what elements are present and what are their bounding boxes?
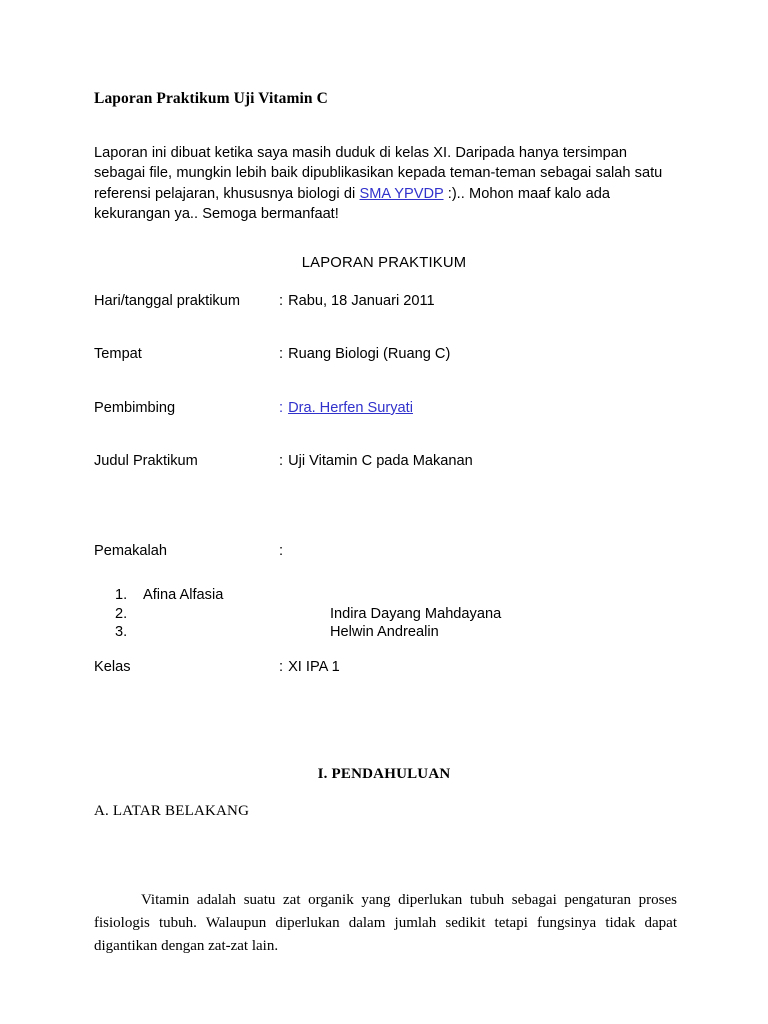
field-label-kelas: Kelas [94, 659, 131, 675]
field-text-judul-praktikum: Uji Vitamin C pada Makanan [288, 453, 473, 469]
field-colon: : [279, 293, 284, 309]
field-colon: : [279, 659, 284, 675]
pembimbing-link[interactable]: Dra. Herfen Suryati [288, 400, 413, 416]
field-row-pemakalah [94, 542, 694, 561]
list-item-label: Helwin Andrealin [330, 624, 439, 641]
list-item-label: Afina Alfasia [143, 587, 224, 603]
field-row-pembimbing [94, 399, 694, 418]
list-item-number: 3. [115, 624, 128, 641]
field-text-tempat: Ruang Biologi (Ruang C) [288, 346, 451, 362]
sma-ypvdp-link[interactable]: SMA YPVDP [359, 185, 444, 202]
page-title: Laporan Praktikum Uji Vitamin C [94, 90, 328, 107]
subsection-heading: A. LATAR BELAKANG [94, 803, 250, 819]
field-colon: : [279, 400, 284, 416]
chapter-heading: I. PENDAHULUAN [317, 766, 451, 782]
list-item [115, 605, 675, 624]
list-item [115, 623, 675, 642]
list-item-number: 1. [115, 587, 128, 603]
field-text-kelas: XI IPA 1 [288, 659, 340, 675]
field-label-pemakalah: Pemakalah [94, 543, 168, 559]
intro-paragraph [94, 143, 678, 225]
field-label-hari-tanggal: Hari/tanggal praktikum [94, 293, 241, 309]
field-colon: : [279, 453, 284, 469]
field-value-hari-tanggal [279, 292, 435, 311]
field-text-hari-tanggal: Rabu, 18 Januari 2011 [288, 293, 435, 309]
field-label-pembimbing: Pembimbing [94, 400, 176, 416]
field-colon: : [279, 543, 284, 559]
field-value-pemakalah [279, 542, 288, 561]
intro-text-before-link: Laporan ini dibuat ketika saya masih duduk di kelas XI. Daripada hanya tersimpan sebagai file, mungkin lebih baik dipublikasikan kepada teman-teman sebagai salah satu referensi pelajaran, khususnya biologi di [94, 144, 663, 202]
field-value-tempat [279, 345, 450, 364]
field-value-judul-praktikum [279, 452, 473, 471]
intro-text-after-link: :).. Mohon maaf kalo ada kekurangan ya.. Semoga bermanfaat! [94, 185, 610, 223]
field-value-pembimbing [279, 399, 413, 418]
field-colon: : [279, 346, 284, 362]
field-row-judul-praktikum [94, 452, 694, 471]
list-item [115, 586, 675, 605]
field-label-tempat: Tempat [94, 346, 142, 362]
background-paragraph: Vitamin adalah suatu zat organik yang diperlukan tubuh sebagai pengaturan proses fisiologis tubuh. Walaupun diperlukan dalam jumlah sedikit tetapi fungsinya tidak dapat digantikan dengan zat-zat lain. [94, 892, 677, 954]
field-label-judul-praktikum: Judul Praktikum [94, 453, 198, 469]
list-item-label: Indira Dayang Mahdayana [330, 605, 502, 622]
presenter-list [115, 586, 675, 642]
field-value-kelas [279, 658, 340, 677]
field-row-kelas [94, 658, 694, 677]
field-row-tempat [94, 345, 694, 364]
report-heading: LAPORAN PRAKTIKUM [301, 255, 467, 271]
field-row-hari-tanggal [94, 292, 694, 311]
list-item-number: 2. [115, 605, 128, 622]
